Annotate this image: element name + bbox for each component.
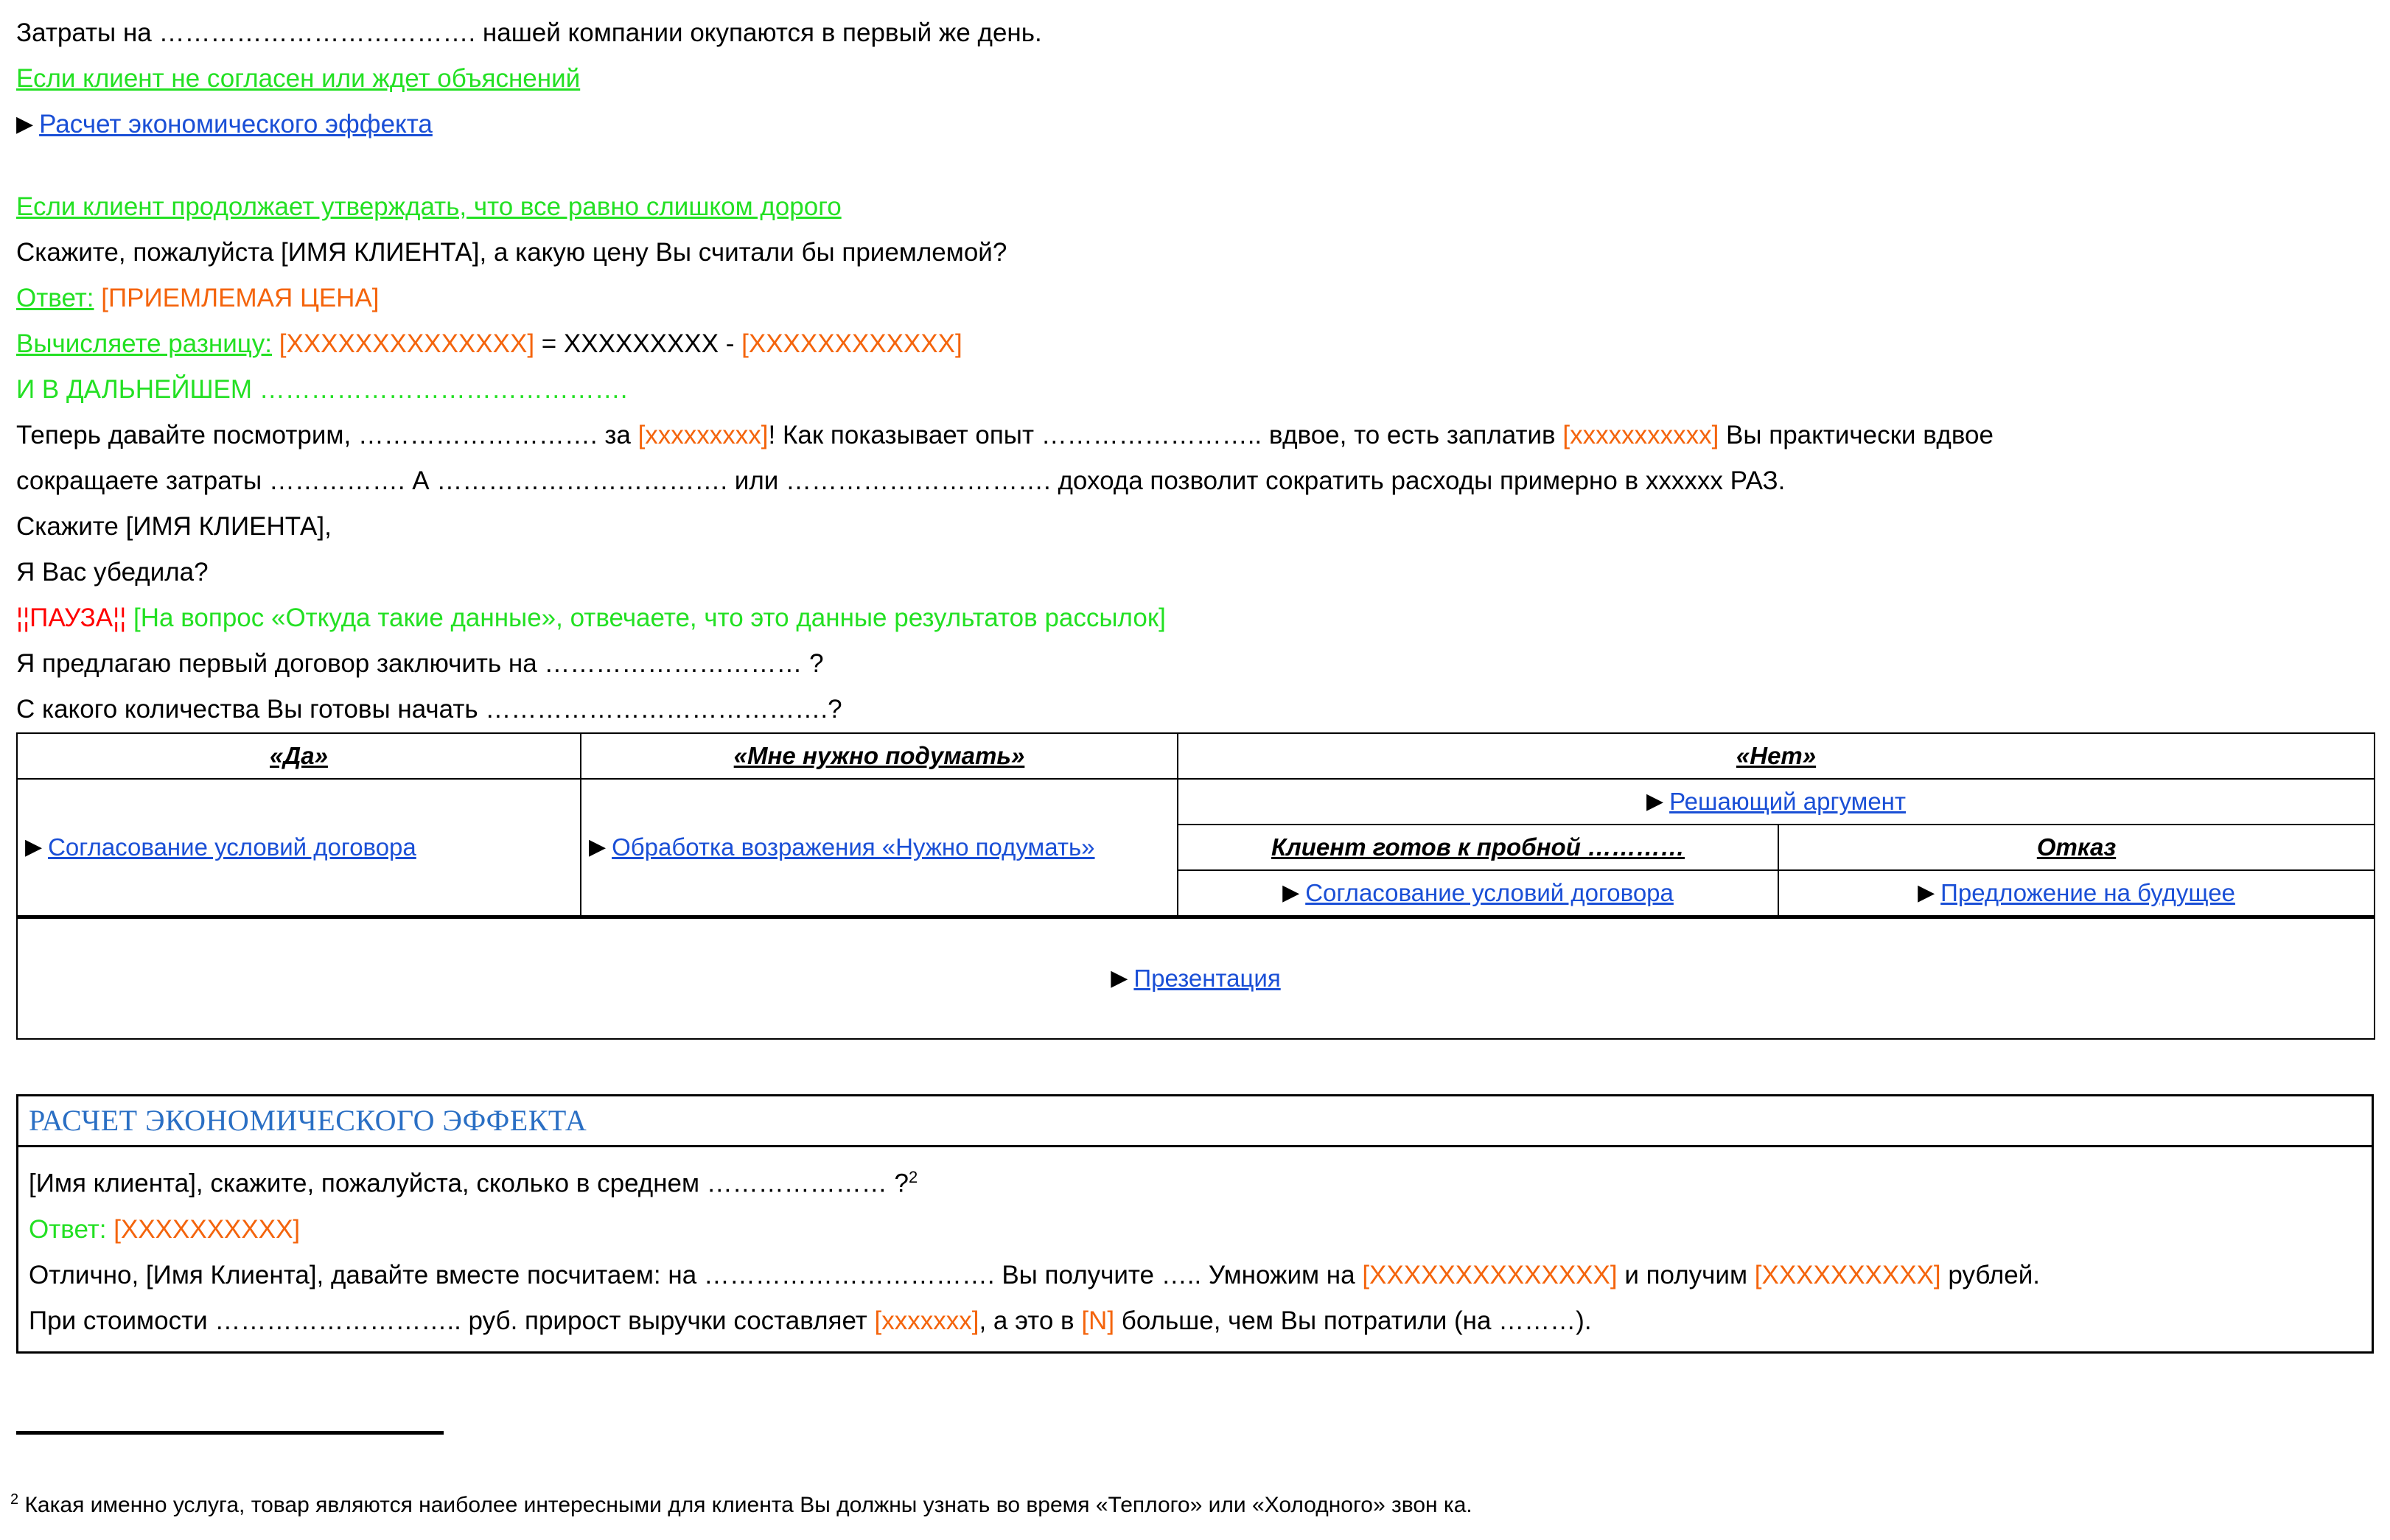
branch-header-no xyxy=(1178,733,2375,779)
intro-condition-1 xyxy=(16,56,2374,102)
economic-effect-body-row xyxy=(18,1147,2373,1353)
branch-subheader-ready-label: Клиент готов к пробной ………… xyxy=(1271,833,1685,861)
branch-table-header-row xyxy=(17,733,2375,779)
calc-line-4-part-b: , а это в xyxy=(979,1306,1082,1335)
intro-answer-row xyxy=(16,276,2374,321)
calc-line-3-part-b: и получим xyxy=(1617,1260,1755,1289)
branch-table-footer-row xyxy=(17,917,2375,1040)
section-gap xyxy=(16,1040,2374,1077)
calc-line-4-part-a: При стоимости ……………………….. руб. прирост выручки составляет xyxy=(29,1306,875,1335)
calc-answer-placeholder: [XXXXXXXXXX] xyxy=(113,1214,301,1244)
economic-effect-title: РАСЧЕТ ЭКОНОМИЧЕСКОГО ЭФФЕКТА xyxy=(29,1104,587,1137)
difference-equation: = XXXXXXXXX - xyxy=(534,329,742,358)
body-p1-placeholder-2: [xxxxxxxxxxx] xyxy=(1562,421,1719,449)
bullet-arrow-icon: ▶ xyxy=(16,112,34,136)
branch-subheader-ready xyxy=(1178,825,1778,870)
body-first-contract-question: Я предлагаю первый договор заключить на ………………………… ? xyxy=(16,649,824,678)
answer-label: Ответ: xyxy=(16,284,94,312)
calc-question-1 xyxy=(29,1155,2361,1207)
calc-line-3-placeholder-2: [XXXXXXXXXX] xyxy=(1754,1260,1941,1289)
bullet-arrow-icon: ▶ xyxy=(25,835,43,859)
footnote-text-row xyxy=(10,1485,1472,1520)
answer-placeholder: [ПРИЕМЛЕМАЯ ЦЕНА] xyxy=(101,284,380,312)
intro-spacer xyxy=(16,147,2374,184)
footnote-rule xyxy=(16,1431,444,1435)
branch-cell-presentation xyxy=(17,917,2375,1040)
link-economic-effect[interactable]: Расчет экономического эффекта xyxy=(39,110,433,139)
branch-table-body-row xyxy=(17,779,2375,825)
branch-subheader-refuse-label: Отказ xyxy=(2036,833,2117,861)
link-contract-terms-yes[interactable]: Согласование условий договора xyxy=(48,833,416,861)
branch-header-think-label: «Мне нужно подумать» xyxy=(733,742,1025,769)
pause-marker: ¦¦ПАУЗА¦¦ xyxy=(16,603,127,632)
body-convinced-question: Я Вас убедила? xyxy=(16,558,209,587)
difference-right-placeholder: [XXXXXXXXXXXX] xyxy=(741,329,962,358)
link-objection-need-to-think[interactable]: Обработка возражения «Нужно подумать» xyxy=(612,833,1095,861)
branch-cell-no-main xyxy=(1178,779,2375,825)
body-p1-part-c: Вы практически вдвое xyxy=(1719,421,1994,449)
body-p1-part-a: Теперь давайте посмотрим, ………………………. за xyxy=(16,421,638,449)
pause-note: [На вопрос «Откуда такие данные», отвечаете, что это данные результатов рассылок] xyxy=(133,603,1166,632)
branch-header-yes xyxy=(17,733,581,779)
link-presentation[interactable]: Презентация xyxy=(1133,965,1281,992)
economic-effect-header-cell xyxy=(18,1096,2373,1147)
intro-further-text: И В ДАЛЬНЕЙШЕМ ……………………………………. xyxy=(16,375,628,404)
branch-subheader-refuse xyxy=(1778,825,2375,870)
intro-ask-price: Скажите, пожалуйста [ИМЯ КЛИЕНТА], а какую цену Вы считали бы приемлемой? xyxy=(16,238,1007,267)
calc-line-3-placeholder-1: [XXXXXXXXXXXXXX] xyxy=(1362,1260,1618,1289)
intro-further xyxy=(16,367,2374,413)
footnote-separator xyxy=(16,1431,444,1435)
section-gap-2 xyxy=(16,1077,2374,1094)
calc-line-4-part-c: больше, чем Вы потратили (на ………). xyxy=(1114,1306,1592,1335)
branch-cell-refuse-link xyxy=(1778,870,2375,917)
calc-question-1-footnote-ref: 2 xyxy=(908,1168,918,1186)
calc-line-4-placeholder-1: [xxxxxxx] xyxy=(874,1306,979,1335)
branch-header-yes-label: «Да» xyxy=(270,742,328,769)
difference-label: Вычисляете разницу: xyxy=(16,329,273,358)
link-contract-terms-trial[interactable]: Согласование условий договора xyxy=(1305,879,1674,906)
branch-cell-ready-link xyxy=(1178,870,1778,917)
intro-link-calc-row xyxy=(16,102,2374,147)
body-pause-row xyxy=(16,595,2374,641)
calc-answer-row xyxy=(29,1207,2361,1253)
economic-effect-section xyxy=(16,1094,2374,1354)
branch-cell-yes xyxy=(17,779,581,917)
intro-line-costs: Затраты на ………………………………. нашей компании окупаются в первый же день. xyxy=(16,18,1042,47)
calc-line-3-part-c: рублей. xyxy=(1940,1260,2040,1289)
intro-condition-1-text: Если клиент не согласен или ждет объяснений xyxy=(16,64,581,93)
branch-header-think xyxy=(581,733,1178,779)
difference-left-placeholder: [XXXXXXXXXXXXXX] xyxy=(279,329,535,358)
economic-effect-header-row xyxy=(18,1096,2373,1147)
bullet-arrow-icon: ▶ xyxy=(1646,789,1664,813)
body-p1-part-b: ! Как показывает опыт …………………….. вдвое, то есть заплатив xyxy=(768,421,1563,449)
body-paragraph-2: сокращаете затраты ……………. А ……………………………. или …………………………. дохода позволит сократить расходы примерно в хххххх РАЗ. xyxy=(16,466,1786,495)
body-quantity-question: С какого количества Вы готовы начать ………………………………….? xyxy=(16,695,842,724)
calc-answer-label: Ответ: xyxy=(29,1214,107,1244)
intro-condition-2 xyxy=(16,184,2374,230)
calc-line-4-placeholder-2: [N] xyxy=(1081,1306,1115,1335)
body-paragraph-1 xyxy=(16,413,2374,458)
calc-line-4 xyxy=(29,1298,2361,1344)
intro-difference-row xyxy=(16,321,2374,367)
branch-header-no-label: «Нет» xyxy=(1736,742,1817,769)
calc-line-3-part-a: Отлично, [Имя Клиента], давайте вместе посчитаем: на ……………………………. Вы получите ….. Умножим на xyxy=(29,1260,1363,1289)
bullet-arrow-icon: ▶ xyxy=(1918,881,1935,905)
link-decisive-argument[interactable]: Решающий аргумент xyxy=(1669,788,1907,815)
footnote-text: Какая именно услуга, товар являются наиболее интересными для клиента Вы должны узнать во время «Теплого» или «Холодного» звон ка. xyxy=(18,1493,1472,1517)
bullet-arrow-icon: ▶ xyxy=(589,835,607,859)
branch-cell-think xyxy=(581,779,1178,917)
calc-question-1-text: [Имя клиента], скажите, пожалуйста, сколько в среднем ………………… ? xyxy=(29,1169,909,1198)
branch-table xyxy=(16,732,2375,1040)
body-p1-placeholder-1: [xxxxxxxxx] xyxy=(637,421,769,449)
link-future-offer[interactable]: Предложение на будущее xyxy=(1940,879,2235,906)
calc-line-3 xyxy=(29,1253,2361,1298)
economic-effect-body-cell xyxy=(18,1147,2373,1353)
body-say-client-name: Скажите [ИМЯ КЛИЕНТА], xyxy=(16,512,332,541)
intro-condition-2-text: Если клиент продолжает утверждать, что все равно слишком дорого xyxy=(16,192,842,221)
bullet-arrow-icon: ▶ xyxy=(1282,881,1300,905)
footnote-marker: 2 xyxy=(10,1491,19,1508)
bullet-arrow-icon: ▶ xyxy=(1111,966,1128,990)
